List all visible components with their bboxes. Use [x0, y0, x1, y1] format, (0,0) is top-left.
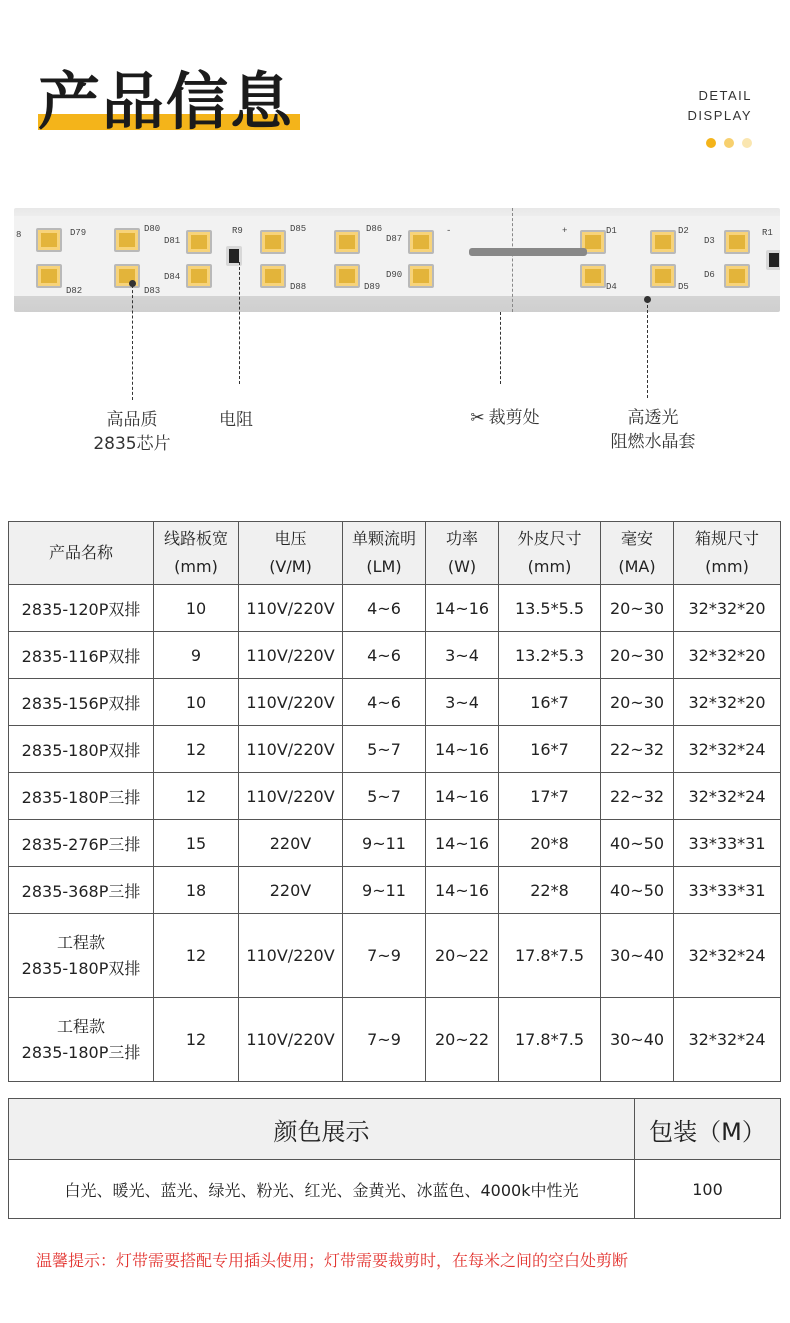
led-chip	[186, 230, 212, 254]
header-cell	[601, 522, 674, 585]
header-cell	[343, 522, 426, 585]
spec-cell-lumen: 4~6	[343, 679, 426, 726]
product-name-line1: 2835-180P双排	[21, 740, 141, 760]
strip-label: D88	[290, 282, 307, 292]
spec-cell-voltage: 110V/220V	[239, 585, 343, 632]
spec-cell-voltage: 110V/220V	[239, 632, 343, 679]
led-chip	[650, 230, 676, 254]
strip-label: D90	[386, 270, 403, 280]
led-chip	[334, 264, 360, 288]
spec-cell-box: 32*32*24	[674, 998, 781, 1082]
strip-label: D84	[164, 272, 181, 282]
spec-cell-skin: 13.5*5.5	[499, 585, 601, 632]
scissors-icon: ✂	[470, 408, 485, 428]
spec-cell-lumen: 4~6	[343, 632, 426, 679]
spec-cell-power: 3~4	[426, 632, 499, 679]
header-unit: (mm)	[705, 557, 749, 576]
spec-cell-box: 32*32*24	[674, 726, 781, 773]
led-chip	[114, 264, 140, 288]
header-cell	[499, 522, 601, 585]
product-name-line2: 2835-180P三排	[21, 1042, 141, 1062]
spec-cell-voltage: 110V/220V	[239, 679, 343, 726]
strip-label: D6	[704, 270, 715, 280]
spec-cell-box: 32*32*24	[674, 914, 781, 998]
header-unit: (LM)	[366, 557, 402, 576]
table-row	[9, 726, 781, 773]
strip-label: D79	[70, 228, 87, 238]
strip-label: D3	[704, 236, 715, 246]
spec-cell-box: 32*32*20	[674, 679, 781, 726]
title-block	[38, 62, 294, 142]
led-chip	[260, 230, 286, 254]
strip-label: D82	[66, 286, 83, 296]
spec-cell-width: 15	[154, 820, 239, 867]
spec-cell-skin: 17*7	[499, 773, 601, 820]
spec-cell-width: 10	[154, 585, 239, 632]
chip-callout-line2: 2835芯片	[93, 434, 171, 454]
spec-cell-width: 18	[154, 867, 239, 914]
sleeve-callout-line1: 高透光	[627, 408, 679, 428]
spec-cell-power: 14~16	[426, 585, 499, 632]
spec-cell-width: 12	[154, 914, 239, 998]
spec-cell-power: 14~16	[426, 820, 499, 867]
spec-cell-voltage: 110V/220V	[239, 998, 343, 1082]
table-row	[9, 867, 781, 914]
spec-cell-box: 33*33*31	[674, 820, 781, 867]
header-unit: (MA)	[618, 557, 656, 576]
spec-cell-width: 9	[154, 632, 239, 679]
product-name-line2: 2835-180P双排	[21, 958, 141, 978]
spec-cell-ma: 22~32	[601, 773, 674, 820]
spec-header-row	[9, 522, 781, 585]
strip-label: 8	[16, 230, 22, 240]
header-unit: (mm)	[174, 557, 218, 576]
spec-cell-box: 32*32*20	[674, 585, 781, 632]
spec-cell-power: 20~22	[426, 914, 499, 998]
cut-callout	[460, 406, 550, 430]
header-text: 线路板宽	[163, 529, 228, 548]
strip-label: R1	[762, 228, 773, 238]
color-list-cell: 白光、暖光、蓝光、绿光、粉光、红光、金黄光、冰蓝色、4000k中性光	[9, 1160, 635, 1219]
strip-label: D87	[386, 234, 403, 244]
led-chip	[408, 230, 434, 254]
strip-label: +	[562, 226, 568, 236]
spec-cell-ma: 22~32	[601, 726, 674, 773]
chip-pointer-dot	[129, 280, 136, 287]
table-row	[9, 679, 781, 726]
spec-cell-skin: 20*8	[499, 820, 601, 867]
spec-cell-width: 12	[154, 773, 239, 820]
strip-label: -	[446, 226, 452, 236]
header-unit: (W)	[447, 557, 477, 576]
table-row	[9, 820, 781, 867]
header-text: 产品名称	[48, 543, 113, 562]
strip-label: D89	[364, 282, 381, 292]
cut-pointer-line	[500, 312, 501, 384]
led-chip	[114, 228, 140, 252]
spec-cell-lumen: 9~11	[343, 820, 426, 867]
led-chip	[334, 230, 360, 254]
spec-cell-lumen: 5~7	[343, 773, 426, 820]
strip-label: D81	[164, 236, 181, 246]
dot-icon	[706, 138, 716, 148]
header-text: 外皮尺寸	[517, 529, 582, 548]
product-name-line1: 2835-116P双排	[21, 646, 141, 666]
spec-cell-ma: 20~30	[601, 679, 674, 726]
product-name-line1: 工程款	[56, 932, 105, 952]
spec-cell-power: 14~16	[426, 726, 499, 773]
resistor-callout: 电阻	[219, 410, 253, 430]
strip-label: D2	[678, 226, 689, 236]
led-chip	[580, 264, 606, 288]
chip-pointer-line	[132, 285, 133, 400]
strip-label: D80	[144, 224, 161, 234]
sleeve-callout	[598, 406, 708, 454]
spec-cell-lumen: 7~9	[343, 914, 426, 998]
spec-cell-voltage: 110V/220V	[239, 726, 343, 773]
spec-cell-width: 12	[154, 998, 239, 1082]
spec-cell-power: 20~22	[426, 998, 499, 1082]
header-cell	[154, 522, 239, 585]
strip-label: R9	[232, 226, 243, 236]
sleeve-callout-line2: 阻燃水晶套	[610, 432, 696, 452]
resistor-pointer-line	[239, 262, 240, 384]
spec-cell-voltage: 110V/220V	[239, 773, 343, 820]
spec-cell-ma: 30~40	[601, 998, 674, 1082]
header-text: 功率	[445, 529, 478, 548]
spec-cell-skin: 16*7	[499, 726, 601, 773]
led-chip	[408, 264, 434, 288]
spec-cell-box: 33*33*31	[674, 867, 781, 914]
spec-cell-lumen: 9~11	[343, 867, 426, 914]
strip-label: D1	[606, 226, 617, 236]
spec-cell-ma: 40~50	[601, 867, 674, 914]
page-title: 产品信息	[38, 65, 295, 138]
spec-cell-skin: 16*7	[499, 679, 601, 726]
product-name-line1: 2835-368P三排	[21, 881, 141, 901]
spec-table	[8, 521, 781, 1082]
dot-icon	[724, 138, 734, 148]
product-name-cell	[9, 773, 154, 820]
product-name-cell	[9, 867, 154, 914]
spec-cell-voltage: 110V/220V	[239, 914, 343, 998]
header-cell	[9, 522, 154, 585]
table-row	[9, 998, 781, 1082]
spec-cell-lumen: 5~7	[343, 726, 426, 773]
warm-tip: 温馨提示：灯带需要搭配专用插头使用；灯带需要裁剪时，在每米之间的空白处剪断	[36, 1251, 629, 1270]
table-row	[9, 773, 781, 820]
spec-cell-ma: 20~30	[601, 585, 674, 632]
color-header-cell: 颜色展示	[9, 1099, 635, 1160]
header-text: 电压	[274, 529, 307, 548]
spec-cell-power: 14~16	[426, 867, 499, 914]
spec-cell-skin: 13.2*5.3	[499, 632, 601, 679]
spec-cell-width: 12	[154, 726, 239, 773]
header-text: 单颗流明	[351, 529, 416, 548]
table-row	[9, 914, 781, 998]
chip-callout-line1: 高品质	[106, 410, 158, 430]
table-row	[9, 585, 781, 632]
pack-header-cell: 包装（M）	[635, 1099, 781, 1160]
spec-cell-box: 32*32*20	[674, 632, 781, 679]
led-chip	[36, 228, 62, 252]
product-name-line1: 2835-156P双排	[21, 693, 141, 713]
strip-label: D85	[290, 224, 307, 234]
product-name-cell	[9, 679, 154, 726]
header-cell	[674, 522, 781, 585]
table-row	[9, 632, 781, 679]
pack-value-cell: 100	[635, 1160, 781, 1219]
connector-wire	[469, 248, 587, 256]
led-chip	[724, 230, 750, 254]
product-name-line1: 2835-276P三排	[21, 834, 141, 854]
header-unit: (V/M)	[269, 557, 312, 576]
sleeve-pointer-dot	[644, 296, 651, 303]
spec-cell-voltage: 220V	[239, 867, 343, 914]
spec-cell-box: 32*32*24	[674, 773, 781, 820]
product-name-cell	[9, 632, 154, 679]
product-name-cell	[9, 585, 154, 632]
chip-callout	[82, 408, 182, 456]
spec-cell-ma: 40~50	[601, 820, 674, 867]
header-cell	[239, 522, 343, 585]
led-chip	[724, 264, 750, 288]
spec-cell-skin: 22*8	[499, 867, 601, 914]
spec-cell-power: 14~16	[426, 773, 499, 820]
product-name-line1: 工程款	[56, 1016, 105, 1036]
color-row	[9, 1160, 781, 1219]
detail-line: DETAIL	[698, 88, 752, 103]
cut-callout-text: 裁剪处	[488, 408, 540, 428]
product-name-cell	[9, 820, 154, 867]
spec-cell-skin: 17.8*7.5	[499, 914, 601, 998]
spec-cell-width: 10	[154, 679, 239, 726]
spec-cell-skin: 17.8*7.5	[499, 998, 601, 1082]
spec-cell-lumen: 4~6	[343, 585, 426, 632]
led-chip	[650, 264, 676, 288]
header-unit: (mm)	[527, 557, 572, 576]
dot-icon	[742, 138, 752, 148]
cut-line	[512, 208, 513, 312]
detail-display-label	[688, 86, 752, 126]
product-name-cell	[9, 998, 154, 1082]
led-chip	[260, 264, 286, 288]
header-cell	[426, 522, 499, 585]
spec-cell-ma: 30~40	[601, 914, 674, 998]
strip-label: D5	[678, 282, 689, 292]
spec-cell-ma: 20~30	[601, 632, 674, 679]
sleeve-pointer-line	[647, 300, 648, 398]
product-name-cell	[9, 726, 154, 773]
display-line: DISPLAY	[687, 108, 752, 123]
resistor-icon	[766, 250, 780, 270]
spec-cell-lumen: 7~9	[343, 998, 426, 1082]
led-strip-image	[14, 208, 780, 312]
color-header-row	[9, 1099, 781, 1160]
decorative-dots	[706, 138, 752, 148]
strip-label: D4	[606, 282, 617, 292]
header-text: 毫安	[620, 529, 653, 548]
spec-cell-power: 3~4	[426, 679, 499, 726]
color-table	[8, 1098, 781, 1219]
spec-cell-voltage: 220V	[239, 820, 343, 867]
led-chip	[36, 264, 62, 288]
header-text: 箱规尺寸	[694, 529, 759, 548]
product-name-line1: 2835-180P三排	[21, 787, 141, 807]
strip-label: D83	[144, 286, 161, 296]
strip-label: D86	[366, 224, 383, 234]
led-chip	[186, 264, 212, 288]
product-name-line1: 2835-120P双排	[21, 599, 141, 619]
product-name-cell	[9, 914, 154, 998]
